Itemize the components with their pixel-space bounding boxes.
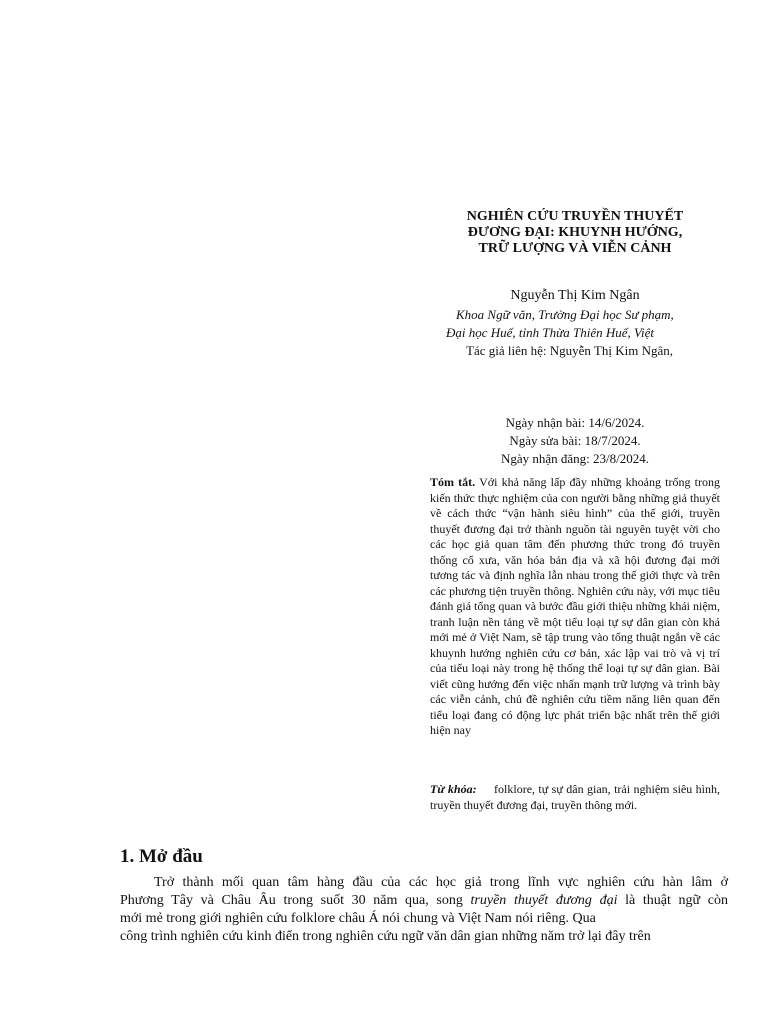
abstract-text: Với khả năng lấp đầy những khoảng trống trong kiến thức thực nghiệm của con người bằng những giả thuyết về cách thức “vận hành siêu hình” của thế giới, truyền thuyết đương đại trở thành nguồn tài nguyên tuyệt vời cho các học giả quan tâm đến phương thức trong đó truyền thống cổ xưa, văn hóa bản địa và xã hội đương đại mới tương tác và định nghĩa lẫn nhau trong thế giới thực và trên các phương tiện truyền thông. Nghiên cứu này, với mục tiêu đánh giá tổng quan và bước đầu giới thiệu những khái niệm, tranh luận nền tảng về một tiểu loại tự sự dân gian còn khá mới mẻ ở Việt Nam, sẽ tập trung vào tổng thuật ngắn về các khuynh hướng nghiên cứu cơ bản, xác lập vai trò và vị trí của tiểu loại này trong hệ thống thể loại tự sự dân gian. Bài viết cũng hướng đến việc nhấn mạnh trữ lượng và trình bày các viễn cảnh, chủ đề nghiên cứu tiềm năng liên quan đến tiểu loại đang có động lực phát triển bậc nhất trên thế giới hiện nay bbox=[430, 475, 720, 737]
keywords bbox=[430, 781, 720, 813]
body-line: mới mẻ trong giới nghiên cứu folklore châu Á nói chung và Việt Nam nói riêng. Qua bbox=[120, 911, 596, 926]
title-line: NGHIÊN CỨU TRUYỀN THUYẾT bbox=[466, 209, 684, 224]
affiliation-line: Đại học Huế, tỉnh Thừa Thiên Huế, Việt bbox=[446, 325, 654, 340]
body-segment: là thuật ngữ còn bbox=[625, 893, 728, 908]
date-revised: Ngày sửa bài: 18/7/2024. bbox=[509, 433, 641, 448]
author-name: Nguyễn Thị Kim Ngân bbox=[510, 288, 640, 303]
abstract bbox=[430, 475, 720, 739]
body-text bbox=[120, 874, 728, 946]
body-line: Trở thành mối quan tâm hàng đầu của các học giả trong lĩnh vực nghiên cứu hàn lâm ở bbox=[154, 875, 728, 890]
abstract-label: Tóm tắt. bbox=[430, 475, 476, 489]
date-received: Ngày nhận bài: 14/6/2024. bbox=[505, 415, 645, 430]
body-segment: Phương Tây và Châu Âu trong suốt 30 năm qua, song bbox=[120, 893, 463, 908]
title-line: TRỮ LƯỢNG VÀ VIỄN CẢNH bbox=[478, 241, 672, 256]
keywords-text: folklore, tự sự dân gian, trải nghiệm siêu hình, truyền thuyết đương đại, truyền thông mới. bbox=[430, 782, 720, 812]
affiliation-line: Khoa Ngữ văn, Trường Đại học Sư phạm, bbox=[456, 307, 674, 322]
section-heading: 1. Mở đầu bbox=[120, 846, 203, 867]
title-line: ĐƯƠNG ĐẠI: KHUYNH HƯỚNG, bbox=[467, 225, 683, 240]
corresponding-author: Tác giả liên hệ: Nguyễn Thị Kim Ngân, bbox=[466, 343, 673, 358]
body-emphasis: truyền thuyết đương đại bbox=[470, 893, 618, 908]
keywords-label: Từ khóa: bbox=[430, 782, 477, 796]
body-line bbox=[120, 892, 728, 910]
article-title bbox=[410, 209, 740, 257]
body-line: công trình nghiên cứu kinh điển trong nghiên cứu ngữ văn dân gian những năm trở lại đây trên bbox=[120, 929, 651, 944]
date-accepted: Ngày nhận đăng: 23/8/2024. bbox=[500, 451, 650, 466]
article-dates bbox=[430, 414, 720, 468]
